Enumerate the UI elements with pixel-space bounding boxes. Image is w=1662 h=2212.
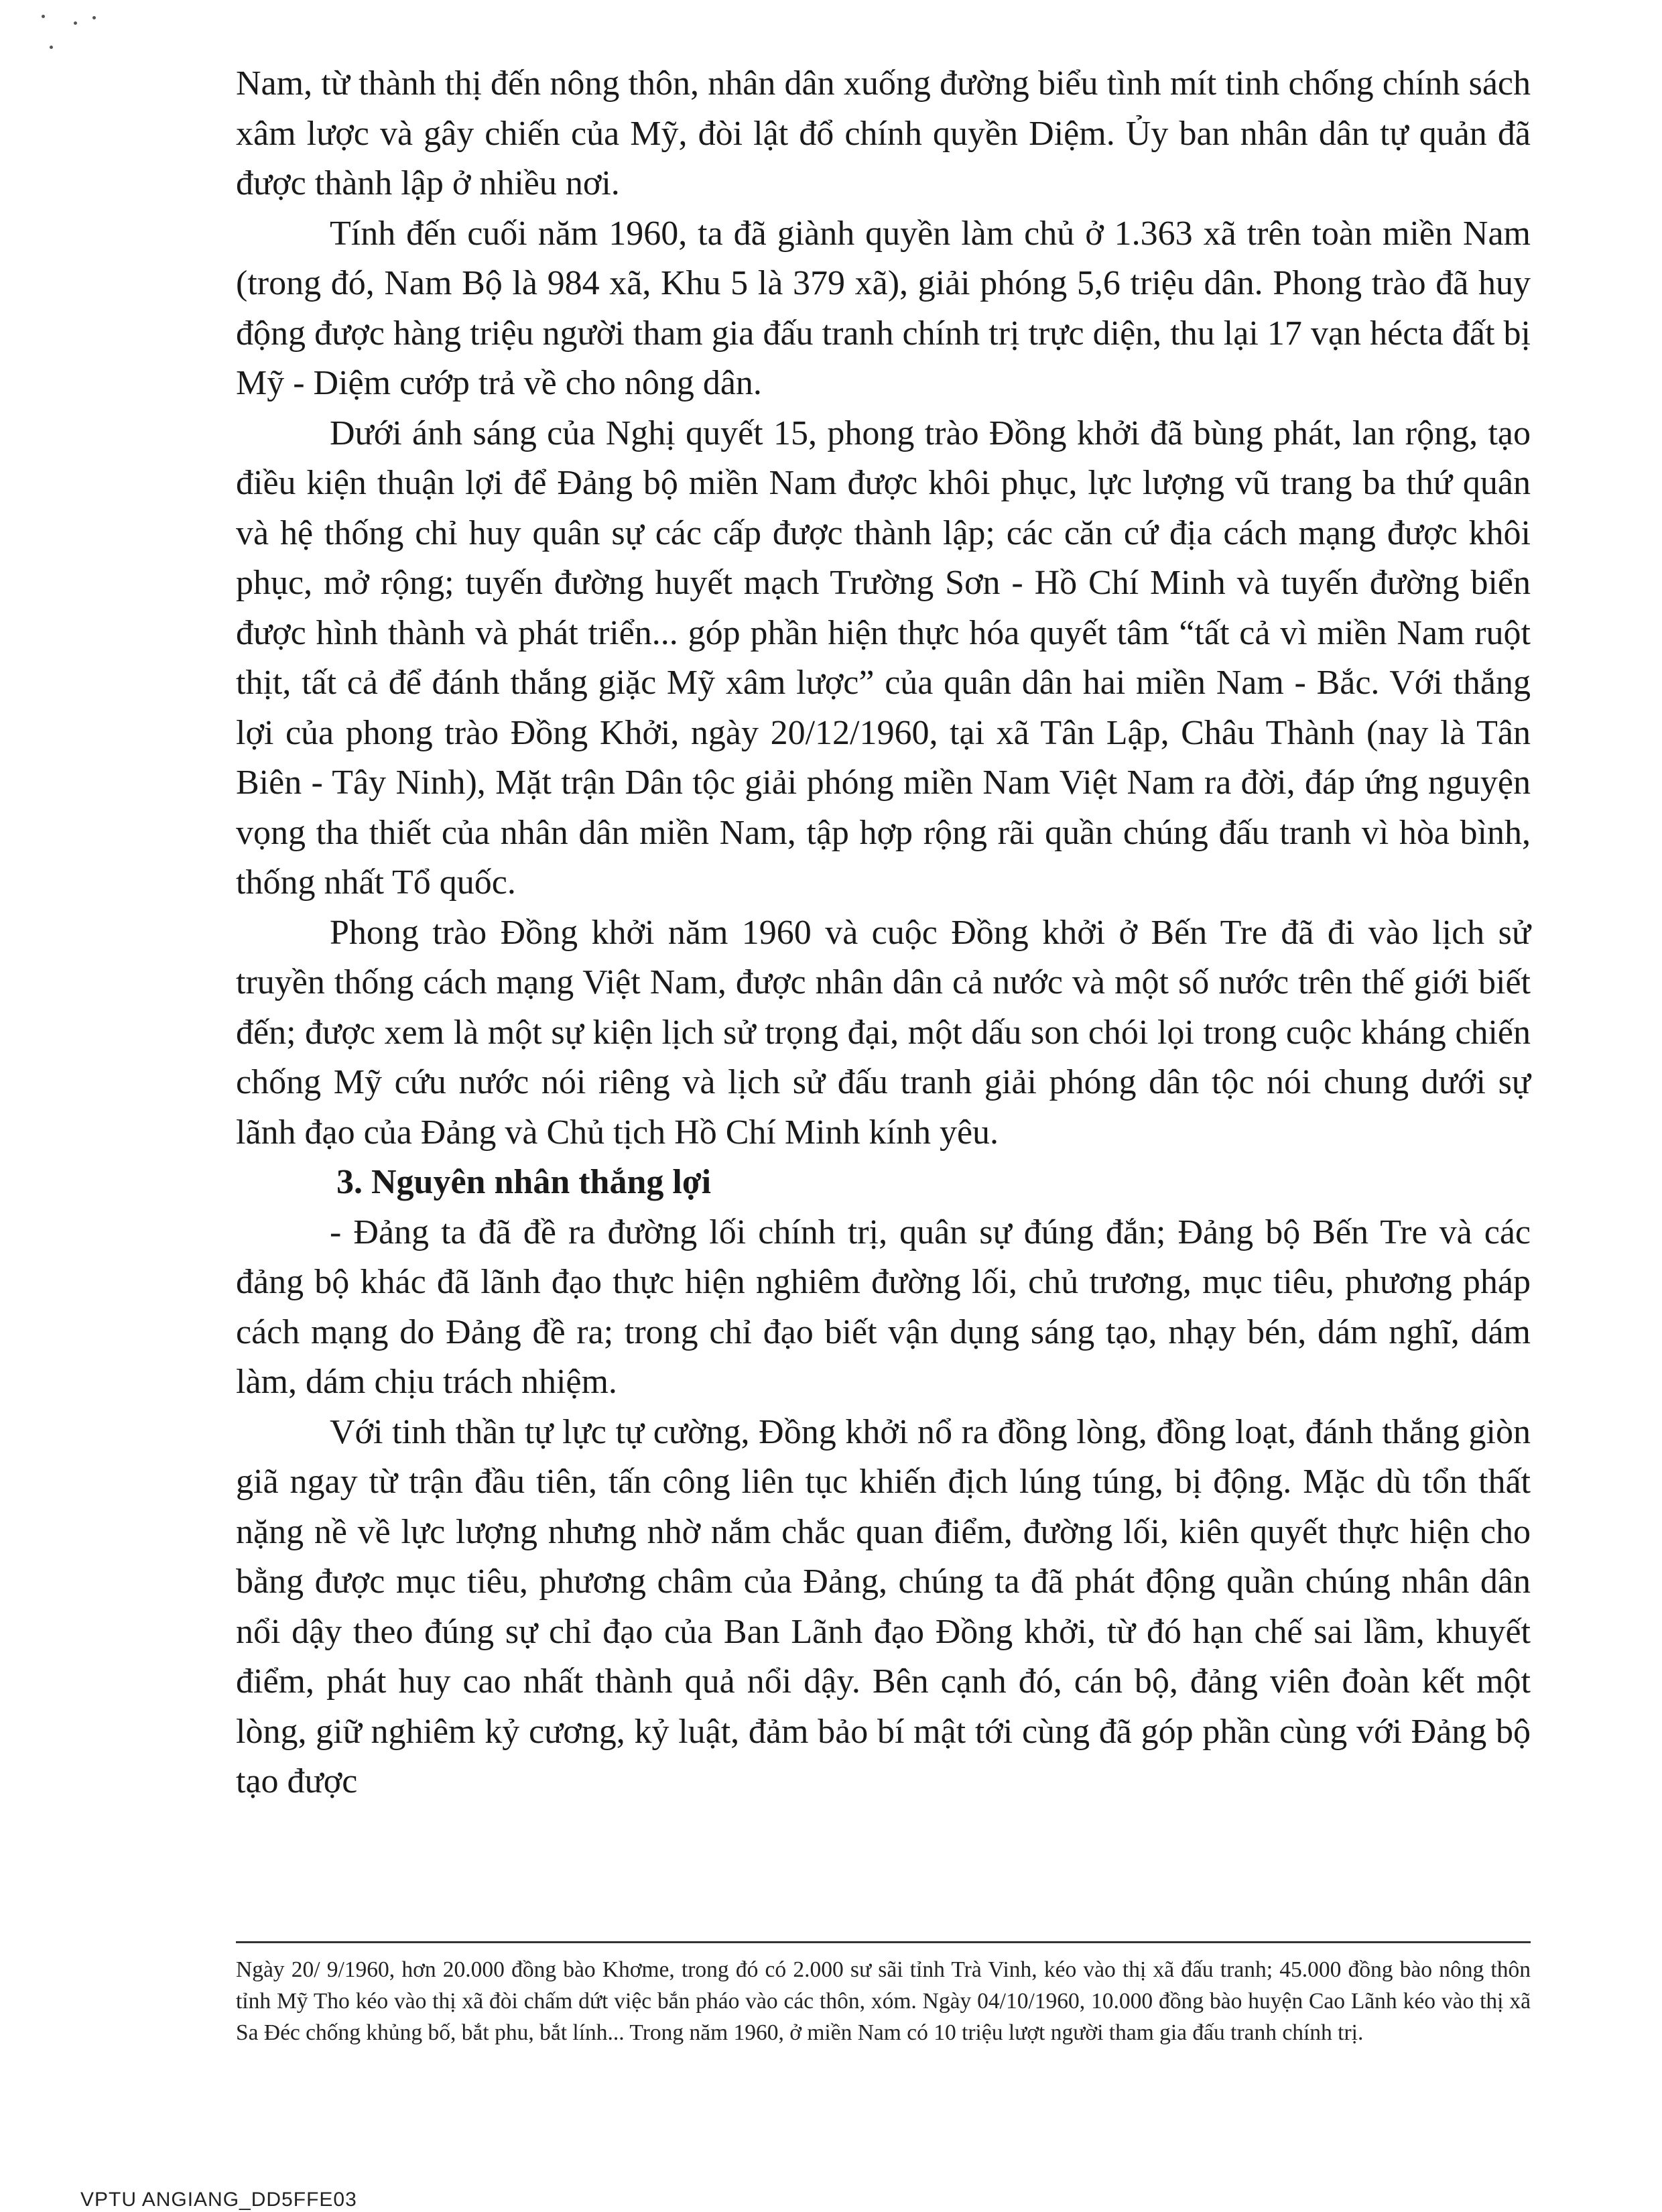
section-paragraph-2: Với tinh thần tự lực tự cường, Đồng khởi nổ ra đồng lòng, đồng loạt, đánh thắng giòn giã ngay từ trận đầu tiên, tấn công liên tục khiến địch lúng túng, bị động. Mặc dù tổn thất nặng nề về lực lượng nhưng nhờ nắm chắc quan điểm, đường lối, kiên quyết thực hiện cho bằng được mục tiêu, phương châm của Đảng, chúng ta đã phát động quần chúng nhân dân nổi dậy theo đúng sự chỉ đạo của Ban Lãnh đạo Đồng khởi, từ đó hạn chế sai lầm, khuyết điểm, phát huy cao nhất thành quả nổi dậy. Bên cạnh đó, cán bộ, đảng viên đoàn kết một lòng, giữ nghiêm kỷ cương, kỷ luật, đảm bảo bí mật tới cùng đã góp phần cùng với Đảng bộ tạo được xyxy=(236,1412,1531,1800)
section-heading: 3. Nguyên nhân thắng lợi xyxy=(336,1163,712,1201)
paragraph-3: Dưới ánh sáng của Nghị quyết 15, phong trào Đồng khởi đã bùng phát, lan rộng, tạo điều kiện thuận lợi để Đảng bộ miền Nam được khôi phục, lực lượng vũ trang ba thứ quân và hệ thống chỉ huy quân sự các cấp được thành lập; các căn cứ địa cách mạng được khôi phục, mở rộng; tuyến đường huyết mạch Trường Sơn - Hồ Chí Minh và tuyến đường biển được hình thành và phát triển... góp phần hiện thực hóa quyết tâm “tất cả vì miền Nam ruột thịt, tất cả để đánh thắng giặc Mỹ xâm lược” của quân dân hai miền Nam - Bắc. Với thắng lợi của phong trào Đồng Khởi, ngày 20/12/1960, tại xã Tân Lập, Châu Thành (nay là Tân Biên - Tây Ninh), Mặt trận Dân tộc giải phóng miền Nam Việt Nam ra đời, đáp ứng nguyện vọng tha thiết của nhân dân miền Nam, tập hợp rộng rãi quần chúng đấu tranh vì hòa bình, thống nhất Tổ quốc. xyxy=(236,414,1531,902)
footnote-divider xyxy=(236,1941,1531,1943)
paragraph-1: Nam, từ thành thị đến nông thôn, nhân dân xuống đường biểu tình mít tinh chống chính sách xâm lược và gây chiến của Mỹ, đòi lật đổ chính quyền Diệm. Ủy ban nhân dân tự quản đã được thành lập ở nhiều nơi. xyxy=(236,64,1531,202)
paragraph-4: Phong trào Đồng khởi năm 1960 và cuộc Đồng khởi ở Bến Tre đã đi vào lịch sử truyền thống cách mạng Việt Nam, được nhân dân cả nước và một số nước trên thế giới biết đến; được xem là một sự kiện lịch sử trọng đại, một dấu son chói lọi trong cuộc kháng chiến chống Mỹ cứu nước nói riêng và lịch sử đấu tranh giải phóng dân tộc nói chung dưới sự lãnh đạo của Đảng và Chủ tịch Hồ Chí Minh kính yêu. xyxy=(236,913,1531,1152)
footnote: Ngày 20/ 9/1960, hơn 20.000 đồng bào Khơme, trong đó có 2.000 sư sãi tỉnh Trà Vinh, kéo vào thị xã đấu tranh; 45.000 đồng bào nông thôn tỉnh Mỹ Tho kéo vào thị xã đòi chấm dứt việc bắn pháo vào các thôn, xóm. Ngày 04/10/1960, 10.000 đồng bào huyện Cao Lãnh kéo vào thị xã Sa Đéc chống khủng bố, bắt phu, bắt lính... Trong năm 1960, ở miền Nam có 10 triệu lượt người tham gia đấu tranh chính trị. xyxy=(236,1957,1531,2045)
section-paragraph-1: - Đảng ta đã đề ra đường lối chính trị, quân sự đúng đắn; Đảng bộ Bến Tre và các đảng bộ khác đã lãnh đạo thực hiện nghiêm đường lối, chủ trương, mục tiêu, phương pháp cách mạng do Đảng đề ra; trong chỉ đạo biết vận dụng sáng tạo, nhạy bén, dám nghĩ, dám làm, dám chịu trách nhiệm. xyxy=(236,1213,1531,1401)
body-text xyxy=(236,59,1531,1807)
paragraph-2: Tính đến cuối năm 1960, ta đã giành quyền làm chủ ở 1.363 xã trên toàn miền Nam (trong đó, Nam Bộ là 984 xã, Khu 5 là 379 xã), giải phóng 5,6 triệu dân. Phong trào đã huy động được hàng triệu người tham gia đấu tranh chính trị trực diện, thu lại 17 vạn hécta đất bị Mỹ - Diệm cướp trả về cho nông dân. xyxy=(236,214,1531,402)
document-footer-id: VPTU ANGIANG_DD5FFE03 xyxy=(80,2189,357,2211)
